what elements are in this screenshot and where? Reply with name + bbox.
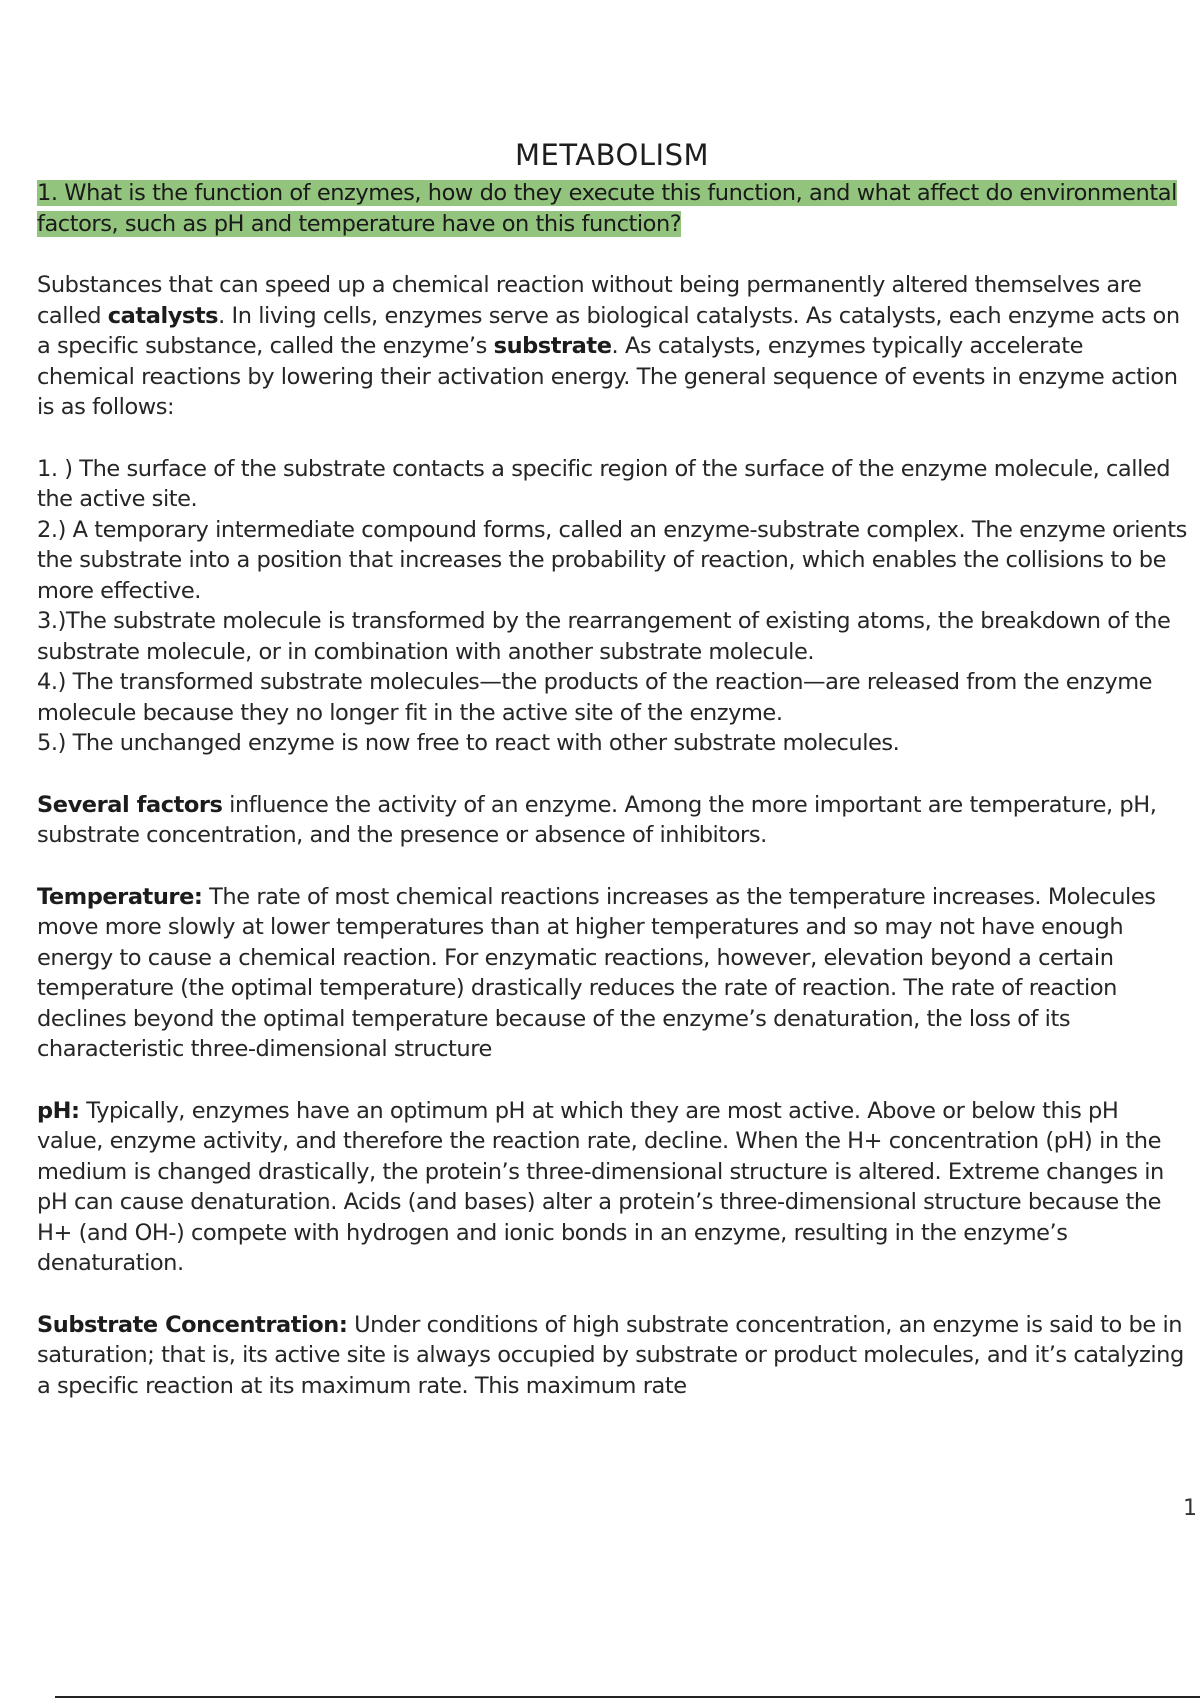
- temperature-lead: Temperature:: [37, 883, 203, 910]
- document-body: [37, 178, 1187, 1401]
- spacer: [37, 851, 1187, 882]
- page-number: 1: [1183, 1496, 1197, 1521]
- substrate-concentration-lead: Substrate Concentration:: [37, 1311, 348, 1338]
- question-highlight: [37, 178, 1187, 239]
- spacer: [37, 1065, 1187, 1096]
- factors-lead: Several factors: [37, 791, 223, 818]
- intro-text-3: . As catalysts, enzymes typically accelerate chemical reactions by lowering their activation energy. The general sequence of events in enzyme action is as follows:: [37, 333, 1178, 420]
- spacer: [37, 759, 1187, 790]
- spacer: [37, 1279, 1187, 1310]
- step-item-2: 2.) A temporary intermediate compound forms, called an enzyme-substrate complex. The enzyme orients the substrate into a position that increases the probability of reaction, which enables the collisions to be more effective.: [37, 516, 1187, 604]
- factors-text: influence the activity of an enzyme. Among the more important are temperature, pH, substrate concentration, and the presence or absence of inhibitors.: [37, 791, 1157, 848]
- intro-text-2: . In living cells, enzymes serve as biological catalysts. As catalysts, each enzyme acts on a specific substance, called the enzyme’s: [37, 302, 1180, 359]
- temperature-text: The rate of most chemical reactions increases as the temperature increases. Molecules move more slowly at lower temperatures than at higher temperatures and so may not have enough energy to cause a chemical reaction. For enzymatic reactions, however, elevation beyond a certain temperature (the optimal temperature) drastically reduces the rate of reaction. The rate of reaction declines beyond the optimal temperature because of the enzyme’s denaturation, the loss of its characteristic three-dimensional structure: [37, 883, 1156, 1062]
- question-text: 1. What is the function of enzymes, how do they execute this function, and what affect do environmental factors, such as pH and temperature have on this function?: [37, 180, 1177, 237]
- spacer: [37, 423, 1187, 454]
- substrate-concentration-paragraph: [37, 1310, 1187, 1402]
- substrate-concentration-text: Under conditions of high substrate concentration, an enzyme is said to be in saturation; that is, its active site is always occupied by substrate or product molecules, and it’s catalyzing a specific reaction at its maximum rate. This maximum rate: [37, 1311, 1184, 1399]
- ph-paragraph: [37, 1096, 1187, 1279]
- temperature-paragraph: [37, 882, 1187, 1065]
- step-item-5: 5.) The unchanged enzyme is now free to react with other substrate molecules.: [37, 730, 900, 756]
- intro-paragraph: [37, 270, 1187, 423]
- intro-text-1: Substances that can speed up a chemical reaction without being permanently altered themselves are called: [37, 272, 1142, 329]
- catalysts-term: catalysts: [107, 302, 219, 329]
- page-title: METABOLISM: [515, 138, 709, 172]
- footer-divider: [55, 1696, 1200, 1698]
- factors-paragraph: [37, 790, 1187, 851]
- step-item-4: 4.) The transformed substrate molecules—the products of the reaction—are released from the enzyme molecule because they no longer fit in the active site of the enzyme.: [37, 669, 1153, 726]
- ph-text: Typically, enzymes have an optimum pH at which they are most active. Above or below this pH value, enzyme activity, and therefore the reaction rate, decline. When the H+ concentration (pH) in the medium is changed drastically, the protein’s three-dimensional structure is altered. Extreme changes in pH can cause denaturation. Acids (and bases) alter a protein’s three-dimensional structure because the H+ (and OH-) compete with hydrogen and ionic bonds in an enzyme, resulting in the enzyme’s denaturation.: [37, 1097, 1164, 1276]
- spacer: [37, 239, 1187, 270]
- step-item-1: 1. ) The surface of the substrate contacts a specific region of the surface of the enzyme molecule, called the active site.: [37, 455, 1171, 512]
- ph-lead: pH:: [37, 1097, 80, 1124]
- substrate-term: substrate: [493, 333, 612, 359]
- step-item-3: 3.)The substrate molecule is transformed by the rearrangement of existing atoms, the breakdown of the substrate molecule, or in combination with another substrate molecule.: [37, 608, 1171, 665]
